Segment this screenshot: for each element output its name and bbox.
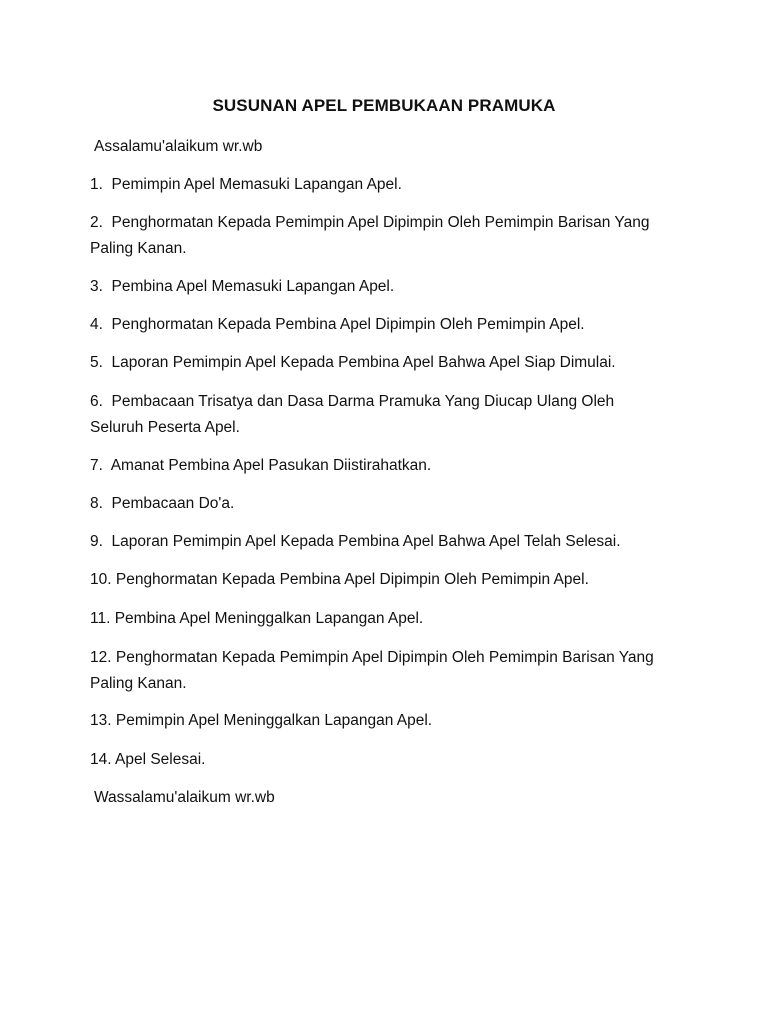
list-item xyxy=(90,708,690,734)
list-item-text: Pembina Apel Meninggalkan Lapangan Apel. xyxy=(114,610,424,627)
list-item-text: Penghormatan Kepada Pembina Apel Dipimpin Oleh Pemimpin Apel. xyxy=(115,571,589,588)
list-item xyxy=(90,606,690,632)
list-item-number: 6. xyxy=(90,393,112,410)
list-item xyxy=(90,312,690,338)
opening-greeting: Assalamu'alaikum wr.wb xyxy=(94,138,263,155)
list-item-text: Pembina Apel Memasuki Lapangan Apel. xyxy=(111,278,395,295)
list-item-number: 3. xyxy=(90,278,112,295)
list-item xyxy=(90,210,680,262)
list-item xyxy=(90,350,690,376)
list-item-number: 9. xyxy=(90,533,112,550)
list-item-text: Pembacaan Trisatya dan Dasa Darma Pramuka Yang Diucap Ulang Oleh Seluruh Peserta Apel. xyxy=(90,393,615,436)
list-item-number: 7. xyxy=(90,457,111,474)
list-item xyxy=(90,645,680,697)
list-item xyxy=(90,389,630,441)
list-item-text: Amanat Pembina Apel Pasukan Diistirahatkan. xyxy=(110,457,432,474)
list-item-number: 14. xyxy=(90,751,115,768)
list-item-text: Apel Selesai. xyxy=(115,751,206,768)
document-title: SUSUNAN APEL PEMBUKAAN PRAMUKA xyxy=(212,96,556,115)
list-item xyxy=(90,567,690,593)
list-item-number: 5. xyxy=(90,354,112,371)
list-item-text: Penghormatan Kepada Pemimpin Apel Dipimpin Oleh Pemimpin Barisan Yang Paling Kanan. xyxy=(90,214,650,257)
list-item-text: Laporan Pemimpin Apel Kepada Pembina Apel Bahwa Apel Siap Dimulai. xyxy=(111,354,616,371)
list-item-number: 12. xyxy=(90,649,116,666)
list-item-text: Pemimpin Apel Memasuki Lapangan Apel. xyxy=(111,176,402,193)
list-item xyxy=(90,274,690,300)
list-item-text: Pembacaan Do'a. xyxy=(111,495,235,512)
list-item xyxy=(90,453,690,479)
list-item-number: 8. xyxy=(90,495,112,512)
list-item-number: 13. xyxy=(90,712,116,729)
list-item-text: Pemimpin Apel Meninggalkan Lapangan Apel. xyxy=(115,712,433,729)
list-item-text: Penghormatan Kepada Pembina Apel Dipimpin Oleh Pemimpin Apel. xyxy=(111,316,585,333)
list-item-text: Penghormatan Kepada Pemimpin Apel Dipimpin Oleh Pemimpin Barisan Yang Paling Kanan. xyxy=(90,649,654,692)
list-item-text: Laporan Pemimpin Apel Kepada Pembina Apel Bahwa Apel Telah Selesai. xyxy=(111,533,621,550)
list-item-number: 10. xyxy=(90,571,116,588)
list-item-number: 11. xyxy=(90,610,115,627)
closing-greeting: Wassalamu'alaikum wr.wb xyxy=(94,789,275,806)
list-item-number: 2. xyxy=(90,214,112,231)
list-item xyxy=(90,172,690,198)
list-item-number: 1. xyxy=(90,176,112,193)
list-item xyxy=(90,491,690,517)
list-item xyxy=(90,747,690,773)
list-item-number: 4. xyxy=(90,316,112,333)
list-item xyxy=(90,529,690,555)
